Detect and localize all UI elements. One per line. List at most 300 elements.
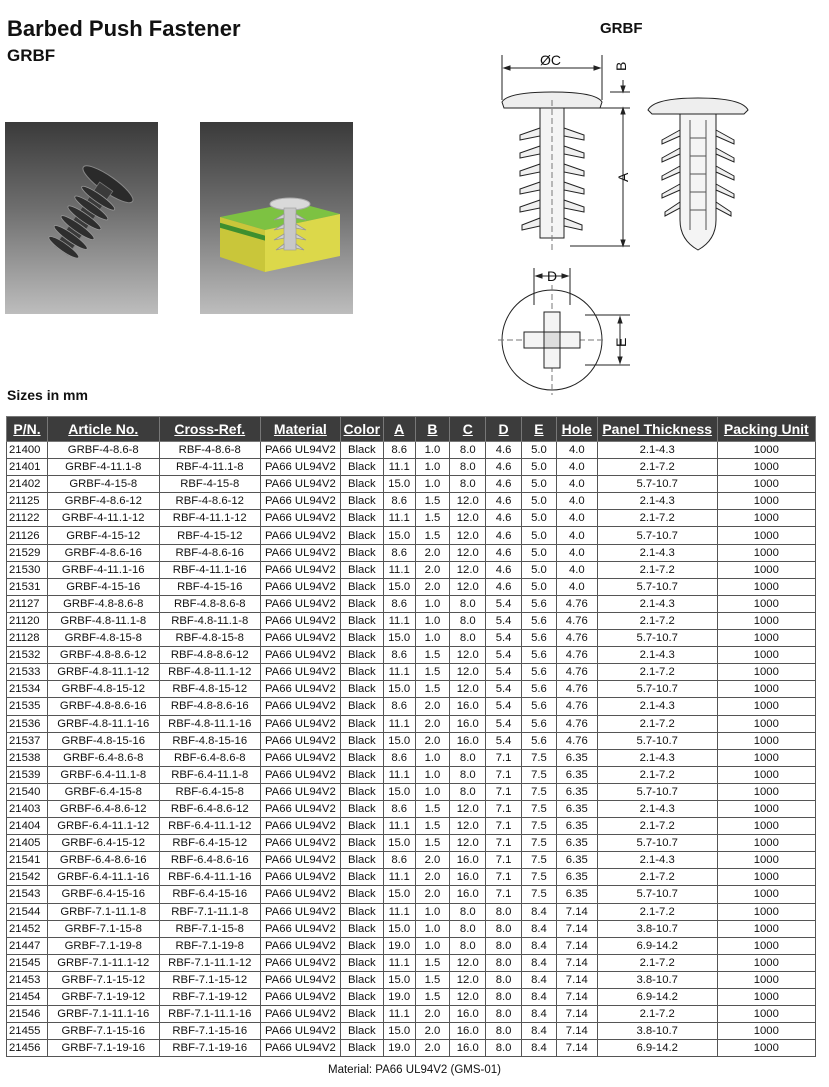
table-cell: 21533 [7, 664, 48, 681]
table-cell: 4.0 [556, 476, 597, 493]
table-cell: Black [340, 783, 383, 800]
table-cell: 2.1-4.3 [597, 800, 717, 817]
table-cell: 6.9-14.2 [597, 989, 717, 1006]
table-cell: 21401 [7, 459, 48, 476]
table-cell: RBF-4.8-8.6-16 [159, 698, 260, 715]
table-cell: 5.6 [522, 681, 557, 698]
table-cell: 8.4 [522, 903, 557, 920]
table-body [7, 442, 816, 1057]
table-cell: 5.0 [522, 510, 557, 527]
table-cell: 1000 [717, 937, 815, 954]
table-cell: 7.5 [522, 852, 557, 869]
column-header: Packing Unit [717, 417, 815, 442]
table-cell: 5.6 [522, 732, 557, 749]
table-cell: PA66 UL94V2 [260, 578, 340, 595]
table-cell: Black [340, 749, 383, 766]
table-cell: 1.5 [415, 527, 450, 544]
table-cell: RBF-6.4-8.6-12 [159, 800, 260, 817]
table-cell: 8.0 [486, 971, 522, 988]
table-cell: 6.35 [556, 766, 597, 783]
table-cell: 4.76 [556, 664, 597, 681]
table-cell: 15.0 [383, 835, 415, 852]
table-cell: 15.0 [383, 971, 415, 988]
table-cell: 2.1-4.3 [597, 442, 717, 459]
table-cell: PA66 UL94V2 [260, 442, 340, 459]
table-cell: 16.0 [450, 715, 486, 732]
table-cell: RBF-4-11.1-12 [159, 510, 260, 527]
table-cell: Black [340, 715, 383, 732]
table-cell: RBF-4.8-11.1-8 [159, 612, 260, 629]
table-cell: 8.0 [486, 954, 522, 971]
column-header: Panel Thickness [597, 417, 717, 442]
table-row [7, 869, 816, 886]
table-cell: Black [340, 818, 383, 835]
table-cell: 11.1 [383, 459, 415, 476]
table-cell: 2.0 [415, 886, 450, 903]
table-cell: Black [340, 800, 383, 817]
table-row [7, 647, 816, 664]
table-cell: 8.0 [450, 442, 486, 459]
table-cell: 2.1-7.2 [597, 459, 717, 476]
table-cell: 1000 [717, 971, 815, 988]
table-cell: 1000 [717, 852, 815, 869]
table-cell: GRBF-6.4-11.1-8 [47, 766, 159, 783]
table-cell: 1000 [717, 835, 815, 852]
table-cell: 5.4 [486, 732, 522, 749]
table-cell: Black [340, 476, 383, 493]
table-cell: 1.5 [415, 510, 450, 527]
table-cell: 6.35 [556, 835, 597, 852]
table-cell: 2.0 [415, 732, 450, 749]
table-cell: 7.5 [522, 800, 557, 817]
table-cell: PA66 UL94V2 [260, 595, 340, 612]
table-cell: 5.7-10.7 [597, 527, 717, 544]
dim-label-d: D [547, 268, 558, 284]
column-header: C [450, 417, 486, 442]
column-header: B [415, 417, 450, 442]
table-cell: RBF-4.8-8.6-8 [159, 595, 260, 612]
table-cell: 5.4 [486, 698, 522, 715]
table-cell: RBF-6.4-11.1-8 [159, 766, 260, 783]
table-cell: 19.0 [383, 937, 415, 954]
dim-label-b: B [613, 61, 629, 71]
table-cell: 5.6 [522, 595, 557, 612]
table-cell: GRBF-6.4-8.6-12 [47, 800, 159, 817]
table-row [7, 886, 816, 903]
table-cell: 2.1-7.2 [597, 1006, 717, 1023]
table-cell: GRBF-4-15-12 [47, 527, 159, 544]
table-cell: 3.8-10.7 [597, 971, 717, 988]
table-cell: Black [340, 1006, 383, 1023]
table-cell: RBF-4.8-8.6-12 [159, 647, 260, 664]
table-cell: Black [340, 886, 383, 903]
table-cell: 4.0 [556, 578, 597, 595]
table-cell: 8.0 [450, 595, 486, 612]
table-cell: 1.5 [415, 971, 450, 988]
table-cell: PA66 UL94V2 [260, 732, 340, 749]
table-cell: GRBF-6.4-15-12 [47, 835, 159, 852]
table-cell: RBF-6.4-8.6-8 [159, 749, 260, 766]
table-cell: 7.1 [486, 766, 522, 783]
table-cell: RBF-6.4-15-8 [159, 783, 260, 800]
table-row [7, 544, 816, 561]
table-cell: 8.0 [486, 1040, 522, 1057]
table-cell: 2.0 [415, 1023, 450, 1040]
table-cell: PA66 UL94V2 [260, 869, 340, 886]
table-cell: 5.6 [522, 630, 557, 647]
table-cell: PA66 UL94V2 [260, 818, 340, 835]
table-cell: PA66 UL94V2 [260, 1040, 340, 1057]
table-row [7, 835, 816, 852]
table-cell: 1000 [717, 954, 815, 971]
table-cell: PA66 UL94V2 [260, 835, 340, 852]
table-cell: Black [340, 612, 383, 629]
table-cell: 21405 [7, 835, 48, 852]
table-cell: 3.8-10.7 [597, 920, 717, 937]
table-cell: 1000 [717, 561, 815, 578]
table-cell: 5.4 [486, 664, 522, 681]
table-cell: 21122 [7, 510, 48, 527]
table-cell: 5.7-10.7 [597, 578, 717, 595]
table-cell: 12.0 [450, 989, 486, 1006]
dim-label-a: A [615, 172, 631, 182]
table-cell: 5.7-10.7 [597, 835, 717, 852]
table-cell: 19.0 [383, 1040, 415, 1057]
table-cell: 15.0 [383, 527, 415, 544]
table-cell: PA66 UL94V2 [260, 971, 340, 988]
table-cell: 7.5 [522, 869, 557, 886]
table-cell: 2.1-4.3 [597, 595, 717, 612]
table-cell: 11.1 [383, 766, 415, 783]
table-cell: 1000 [717, 1023, 815, 1040]
table-cell: 21447 [7, 937, 48, 954]
table-cell: 15.0 [383, 578, 415, 595]
table-cell: 1000 [717, 595, 815, 612]
table-cell: 21404 [7, 818, 48, 835]
table-cell: RBF-4-11.1-16 [159, 561, 260, 578]
table-cell: 8.0 [450, 612, 486, 629]
table-cell: 1000 [717, 749, 815, 766]
table-cell: Black [340, 920, 383, 937]
table-cell: 4.6 [486, 578, 522, 595]
table-row [7, 783, 816, 800]
table-cell: 2.1-4.3 [597, 698, 717, 715]
table-row [7, 920, 816, 937]
table-cell: 7.14 [556, 989, 597, 1006]
table-cell: 1000 [717, 630, 815, 647]
table-cell: 1.0 [415, 783, 450, 800]
table-cell: 8.6 [383, 595, 415, 612]
table-cell: 6.35 [556, 886, 597, 903]
table-cell: 21120 [7, 612, 48, 629]
table-cell: 2.1-7.2 [597, 818, 717, 835]
table-cell: 2.0 [415, 1006, 450, 1023]
page-subtitle: GRBF [7, 46, 56, 65]
table-cell: RBF-6.4-8.6-16 [159, 852, 260, 869]
table-cell: 21537 [7, 732, 48, 749]
table-cell: 4.76 [556, 647, 597, 664]
table-cell: 2.1-7.2 [597, 869, 717, 886]
table-cell: 4.6 [486, 476, 522, 493]
table-cell: 1.0 [415, 442, 450, 459]
table-cell: 11.1 [383, 561, 415, 578]
table-cell: 5.4 [486, 630, 522, 647]
table-cell: GRBF-4-11.1-12 [47, 510, 159, 527]
table-cell: RBF-7.1-11.1-8 [159, 903, 260, 920]
table-cell: 1000 [717, 783, 815, 800]
table-cell: 1000 [717, 766, 815, 783]
table-cell: PA66 UL94V2 [260, 630, 340, 647]
table-cell: 21544 [7, 903, 48, 920]
table-cell: 21454 [7, 989, 48, 1006]
table-cell: GRBF-7.1-15-8 [47, 920, 159, 937]
table-cell: 21456 [7, 1040, 48, 1057]
table-cell: RBF-4-11.1-8 [159, 459, 260, 476]
table-cell: 8.6 [383, 698, 415, 715]
table-row [7, 852, 816, 869]
table-cell: 12.0 [450, 971, 486, 988]
table-cell: 12.0 [450, 561, 486, 578]
table-cell: PA66 UL94V2 [260, 476, 340, 493]
column-header: Cross-Ref. [159, 417, 260, 442]
table-cell: 8.6 [383, 800, 415, 817]
table-cell: GRBF-4.8-15-12 [47, 681, 159, 698]
table-cell: 12.0 [450, 493, 486, 510]
table-cell: 4.76 [556, 630, 597, 647]
table-cell: 2.1-7.2 [597, 664, 717, 681]
table-cell: RBF-6.4-11.1-16 [159, 869, 260, 886]
table-cell: GRBF-4.8-11.1-16 [47, 715, 159, 732]
table-cell: GRBF-7.1-11.1-12 [47, 954, 159, 971]
table-cell: 4.76 [556, 612, 597, 629]
table-cell: 4.0 [556, 561, 597, 578]
table-cell: GRBF-6.4-8.6-8 [47, 749, 159, 766]
table-cell: 12.0 [450, 664, 486, 681]
table-cell: RBF-4-8.6-12 [159, 493, 260, 510]
table-row [7, 800, 816, 817]
table-cell: 16.0 [450, 732, 486, 749]
table-cell: 8.0 [486, 903, 522, 920]
table-cell: 8.0 [450, 937, 486, 954]
table-cell: PA66 UL94V2 [260, 989, 340, 1006]
table-cell: 1.0 [415, 903, 450, 920]
table-cell: 1000 [717, 612, 815, 629]
table-cell: 11.1 [383, 903, 415, 920]
table-cell: 5.0 [522, 476, 557, 493]
table-cell: 5.7-10.7 [597, 476, 717, 493]
table-cell: 5.0 [522, 544, 557, 561]
product-photo-installed [200, 122, 353, 314]
table-cell: RBF-4.8-11.1-16 [159, 715, 260, 732]
table-cell: 1.0 [415, 630, 450, 647]
table-cell: 4.76 [556, 732, 597, 749]
table-cell: 1.0 [415, 766, 450, 783]
specs-table [6, 416, 816, 1057]
table-cell: Black [340, 1040, 383, 1057]
table-cell: 1.5 [415, 647, 450, 664]
table-cell: PA66 UL94V2 [260, 715, 340, 732]
table-cell: 2.1-4.3 [597, 647, 717, 664]
table-cell: Black [340, 578, 383, 595]
table-row [7, 630, 816, 647]
table-cell: Black [340, 561, 383, 578]
table-row [7, 766, 816, 783]
table-cell: 11.1 [383, 715, 415, 732]
table-cell: RBF-4-8.6-16 [159, 544, 260, 561]
table-cell: Black [340, 493, 383, 510]
table-cell: 2.1-7.2 [597, 561, 717, 578]
table-cell: 6.35 [556, 783, 597, 800]
table-cell: 1000 [717, 459, 815, 476]
table-cell: 4.76 [556, 715, 597, 732]
table-cell: 4.76 [556, 595, 597, 612]
table-cell: PA66 UL94V2 [260, 1023, 340, 1040]
table-cell: 3.8-10.7 [597, 1023, 717, 1040]
table-cell: 8.4 [522, 920, 557, 937]
table-cell: 1.0 [415, 459, 450, 476]
table-cell: Black [340, 459, 383, 476]
table-header-row [7, 417, 816, 442]
table-cell: 21532 [7, 647, 48, 664]
table-cell: Black [340, 954, 383, 971]
table-cell: 12.0 [450, 800, 486, 817]
table-cell: 7.1 [486, 886, 522, 903]
table-cell: Black [340, 510, 383, 527]
table-cell: 11.1 [383, 1006, 415, 1023]
table-cell: PA66 UL94V2 [260, 852, 340, 869]
table-cell: 2.1-7.2 [597, 715, 717, 732]
table-cell: 8.0 [450, 766, 486, 783]
table-cell: 2.1-7.2 [597, 903, 717, 920]
table-cell: 2.0 [415, 1040, 450, 1057]
table-cell: Black [340, 681, 383, 698]
table-cell: 15.0 [383, 630, 415, 647]
table-cell: 1000 [717, 527, 815, 544]
table-cell: 21402 [7, 476, 48, 493]
table-cell: 4.6 [486, 527, 522, 544]
material-note: Material: PA66 UL94V2 (GMS-01) [328, 1064, 501, 1076]
table-cell: 1000 [717, 818, 815, 835]
table-cell: 21535 [7, 698, 48, 715]
table-cell: 1000 [717, 903, 815, 920]
table-row [7, 749, 816, 766]
table-cell: 1000 [717, 476, 815, 493]
table-cell: 1.0 [415, 476, 450, 493]
table-cell: 11.1 [383, 818, 415, 835]
table-cell: PA66 UL94V2 [260, 1006, 340, 1023]
table-cell: GRBF-4.8-15-16 [47, 732, 159, 749]
table-cell: GRBF-6.4-15-16 [47, 886, 159, 903]
table-cell: Black [340, 527, 383, 544]
table-cell: 5.6 [522, 698, 557, 715]
table-cell: PA66 UL94V2 [260, 800, 340, 817]
table-cell: Black [340, 989, 383, 1006]
table-cell: 8.0 [450, 630, 486, 647]
table-cell: 1000 [717, 664, 815, 681]
table-row [7, 442, 816, 459]
table-cell: 4.0 [556, 459, 597, 476]
table-cell: 21127 [7, 595, 48, 612]
table-cell: 21542 [7, 869, 48, 886]
table-cell: GRBF-7.1-11.1-8 [47, 903, 159, 920]
table-cell: RBF-7.1-15-16 [159, 1023, 260, 1040]
table-cell: 5.4 [486, 595, 522, 612]
table-cell: 2.1-4.3 [597, 852, 717, 869]
table-cell: 21125 [7, 493, 48, 510]
table-cell: 7.14 [556, 920, 597, 937]
diagram-label: GRBF [600, 20, 643, 37]
table-cell: 2.1-7.2 [597, 612, 717, 629]
table-cell: 12.0 [450, 510, 486, 527]
table-cell: 12.0 [450, 578, 486, 595]
table-cell: Black [340, 630, 383, 647]
table-cell: PA66 UL94V2 [260, 920, 340, 937]
table-cell: 5.4 [486, 681, 522, 698]
table-cell: 4.6 [486, 544, 522, 561]
table-cell: GRBF-4-15-8 [47, 476, 159, 493]
table-cell: 15.0 [383, 783, 415, 800]
table-cell: 8.4 [522, 989, 557, 1006]
table-cell: PA66 UL94V2 [260, 612, 340, 629]
table-cell: 1000 [717, 800, 815, 817]
table-row [7, 954, 816, 971]
table-cell: 1.5 [415, 800, 450, 817]
table-row [7, 989, 816, 1006]
table-cell: 12.0 [450, 647, 486, 664]
table-row [7, 561, 816, 578]
table-cell: 1000 [717, 715, 815, 732]
table-cell: 1.5 [415, 989, 450, 1006]
table-cell: 7.5 [522, 818, 557, 835]
table-cell: 2.1-4.3 [597, 493, 717, 510]
table-cell: 2.0 [415, 715, 450, 732]
table-cell: 21128 [7, 630, 48, 647]
table-cell: PA66 UL94V2 [260, 698, 340, 715]
table-cell: 4.0 [556, 527, 597, 544]
table-cell: 1000 [717, 886, 815, 903]
sizes-label: Sizes in mm [7, 387, 88, 403]
table-cell: GRBF-4-8.6-16 [47, 544, 159, 561]
table-cell: GRBF-6.4-15-8 [47, 783, 159, 800]
table-cell: 12.0 [450, 954, 486, 971]
table-cell: 2.0 [415, 852, 450, 869]
table-row [7, 732, 816, 749]
table-cell: 5.0 [522, 578, 557, 595]
table-cell: 4.6 [486, 510, 522, 527]
table-cell: 8.0 [486, 1006, 522, 1023]
table-cell: GRBF-4.8-8.6-16 [47, 698, 159, 715]
table-cell: 19.0 [383, 989, 415, 1006]
table-cell: 4.6 [486, 561, 522, 578]
table-cell: 8.6 [383, 749, 415, 766]
table-cell: 4.0 [556, 493, 597, 510]
table-cell: 2.1-4.3 [597, 544, 717, 561]
column-header: P/N. [7, 417, 48, 442]
table-row [7, 1040, 816, 1057]
table-cell: RBF-4-15-16 [159, 578, 260, 595]
table-cell: 1.5 [415, 493, 450, 510]
table-cell: 8.6 [383, 647, 415, 664]
column-header: A [383, 417, 415, 442]
table-cell: PA66 UL94V2 [260, 937, 340, 954]
table-cell: 1.0 [415, 920, 450, 937]
table-cell: 6.9-14.2 [597, 937, 717, 954]
table-cell: 8.0 [450, 783, 486, 800]
table-cell: 5.6 [522, 647, 557, 664]
column-header: Article No. [47, 417, 159, 442]
table-cell: 5.6 [522, 612, 557, 629]
table-cell: 5.0 [522, 459, 557, 476]
